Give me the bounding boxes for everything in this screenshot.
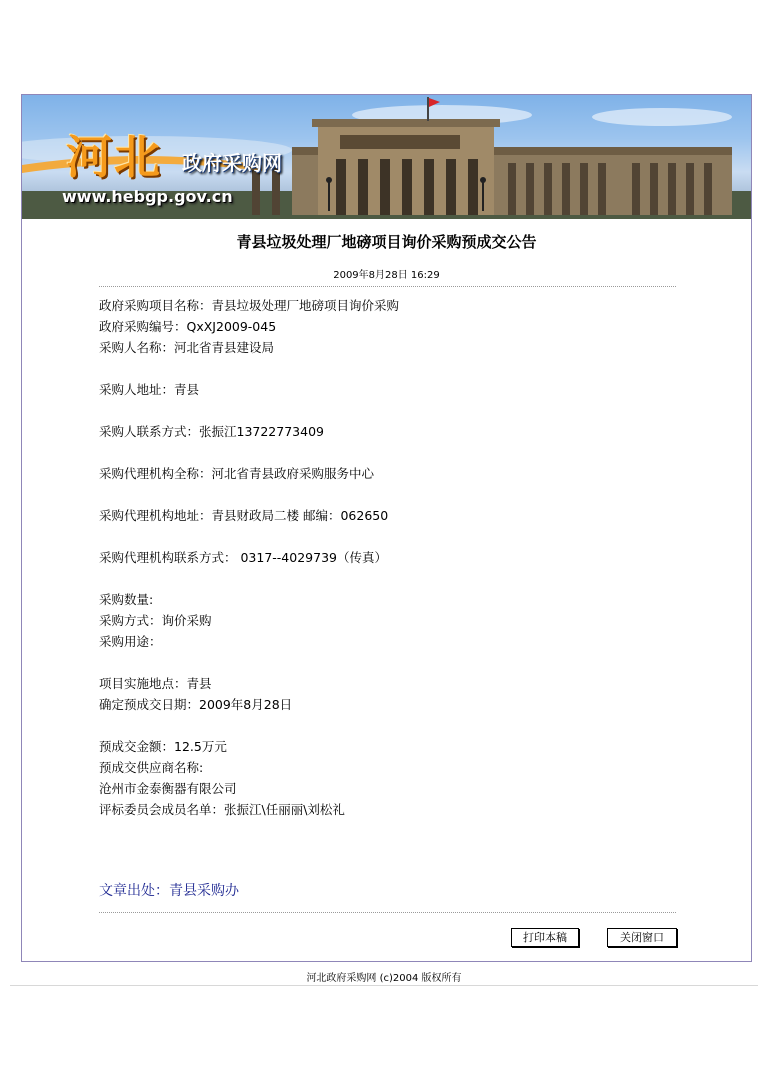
blank-line: [99, 715, 679, 736]
announcement-field: 采购人名称：河北省青县建设局: [99, 340, 275, 355]
divider-bottom: [99, 912, 676, 913]
blank-line: [99, 568, 679, 589]
announcement-field: 政府采购编号：QxXJ2009-045: [99, 319, 277, 334]
page-frame: [21, 94, 752, 962]
close-window-button[interactable]: 关闭窗口: [607, 928, 677, 947]
site-banner: [22, 95, 751, 219]
announcement-field: 采购方式：询价采购: [99, 613, 212, 628]
announcement-field: 确定预成交日期：2009年8月28日: [99, 697, 293, 712]
announcement-field: 采购代理机构全称：河北省青县政府采购服务中心: [99, 466, 375, 481]
blank-line: [99, 442, 679, 463]
blank-line: [99, 652, 679, 673]
announcement-field: 沧州市金泰衡器有限公司: [99, 781, 237, 796]
blank-line: [99, 400, 679, 421]
announcement-field: 采购代理机构联系方式： 0317--4029739（传真）: [99, 550, 387, 565]
announcement-body: [99, 295, 679, 820]
logo-text-procurement-network: 政府采购网: [182, 151, 282, 175]
announcement-field: 采购代理机构地址：青县财政局二楼 邮编：062650: [99, 508, 389, 523]
footer-copyright: 河北政府采购网 (c)2004 版权所有: [306, 973, 462, 984]
blank-line: [99, 526, 679, 547]
blank-line: [99, 358, 679, 379]
article-source: 文章出处：青县采购办: [99, 883, 239, 899]
logo-text-hebei: 河北: [66, 130, 162, 184]
announcement-field: 采购数量:: [99, 592, 154, 607]
announcement-title: 青县垃圾处理厂地磅项目询价采购预成交公告: [236, 233, 537, 251]
site-url: www.hebgp.gov.cn: [62, 187, 233, 206]
footer-divider: [10, 985, 758, 986]
announcement-field: 评标委员会成员名单：张振江\任丽丽\刘松礼: [99, 802, 345, 817]
announcement-field: 预成交供应商名称:: [99, 760, 204, 775]
announcement-field: 政府采购项目名称：青县垃圾处理厂地磅项目询价采购: [99, 298, 400, 313]
announcement-field: 预成交金额：12.5万元: [99, 739, 227, 754]
announcement-field: 采购人地址：青县: [99, 382, 200, 397]
print-button[interactable]: 打印本稿: [511, 928, 579, 947]
announcement-field: 采购人联系方式：张振江13722773409: [99, 424, 324, 439]
announcement-datetime: 2009年8月28日 16:29: [333, 270, 440, 281]
announcement-field: 采购用途：: [99, 634, 162, 649]
divider-top: [99, 286, 676, 287]
blank-line: [99, 484, 679, 505]
announcement-field: 项目实施地点：青县: [99, 676, 212, 691]
